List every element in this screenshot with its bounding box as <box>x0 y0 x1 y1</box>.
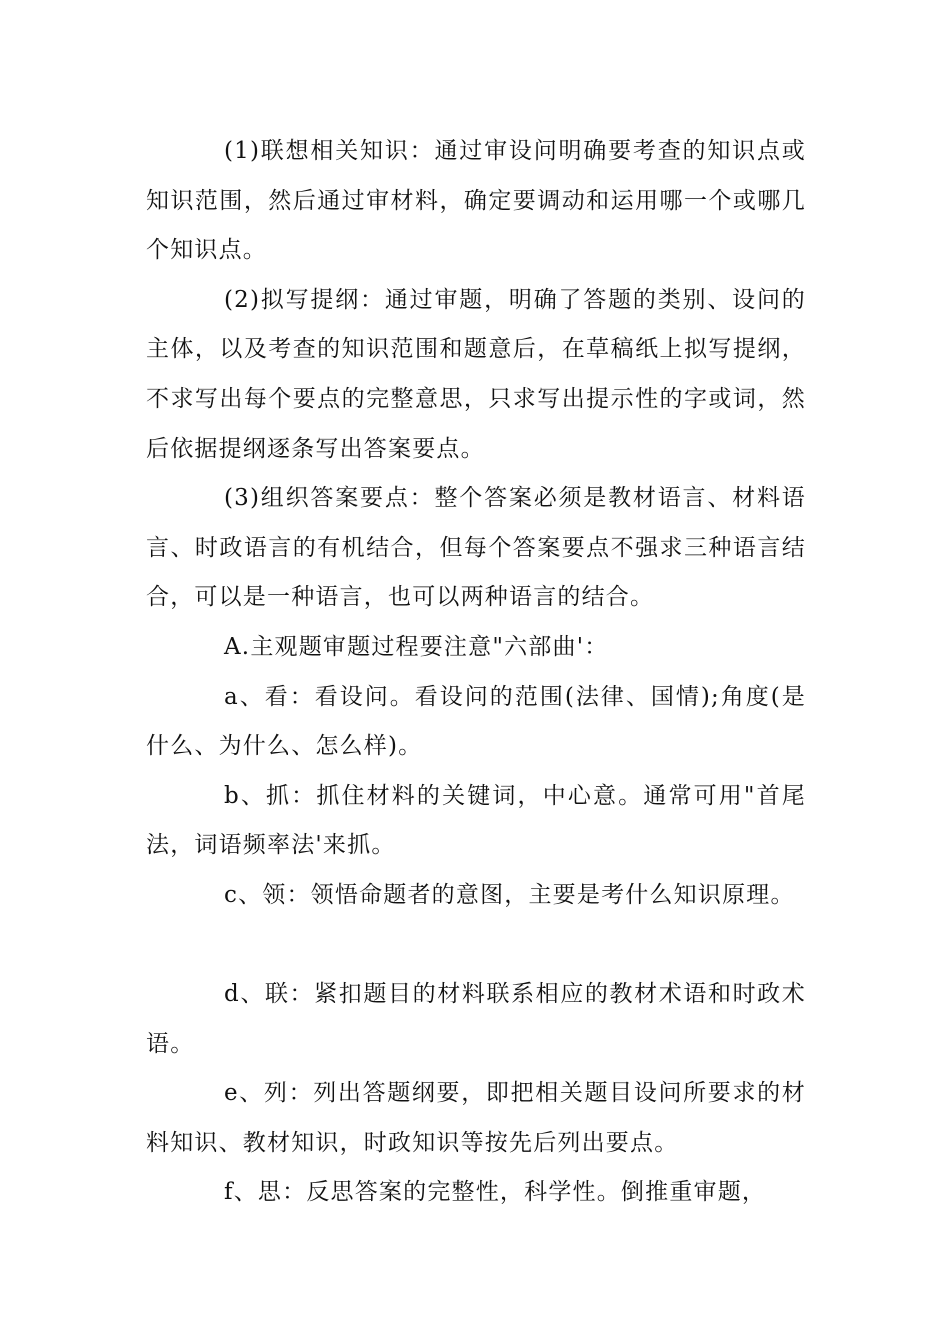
paragraph-associate-knowledge: (1)联想相关知识：通过审设问明确要考查的知识点或知识范围，然后通过审材料，确定要调动和运用哪一个或哪几个知识点。 <box>146 138 806 264</box>
paragraph-step-e-list: e、列：列出答题纲要，即把相关题目设问所要求的材料知识、教材知识，时政知识等按先后列出要点。 <box>146 1080 806 1156</box>
paragraph-step-a-look: a、看：看设问。看设问的范围(法律、国情);角度(是什么、为什么、怎么样)。 <box>146 683 806 760</box>
paragraph-step-f-reflect: f、思：反思答案的完整性，科学性。倒推重审题， <box>224 1179 767 1206</box>
paragraph-organize-answer: (3)组织答案要点：整个答案必须是教材语言、材料语言、时政语言的有机结合，但每个答案要点不强求三种语言结合，可以是一种语言，也可以两种语言的结合。 <box>146 485 806 611</box>
paragraph-step-b-grasp: b、抓：抓住材料的关键词，中心意。通常可用"首尾法，词语频率法'来抓。 <box>146 782 806 859</box>
paragraph-step-c-understand: c、领：领悟命题者的意图，主要是考什么知识原理。 <box>224 881 795 908</box>
paragraph-draft-outline: (2)拟写提纲：通过审题，明确了答题的类别、设问的主体，以及考查的知识范围和题意后，在草稿纸上拟写提纲，不求写出每个要点的完整意思，只求写出提示性的字或词，然后依据提纲逐条写出答案要点。 <box>146 286 806 462</box>
paragraph-step-d-connect: d、联：紧扣题目的材料联系相应的教材术语和时政术语。 <box>146 981 806 1057</box>
document-body <box>146 127 806 1218</box>
paragraph-six-steps-heading: A.主观题审题过程要注意"六部曲'： <box>224 633 609 660</box>
